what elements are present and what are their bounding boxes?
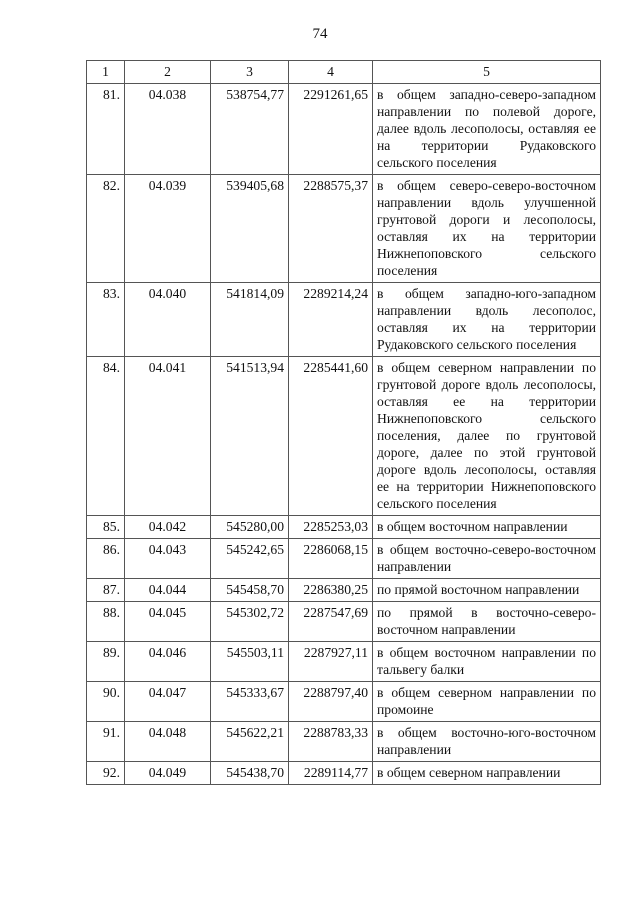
table-row [87,175,601,283]
table-row [87,357,601,516]
boundary-description: в общем восточном направлении [373,516,601,539]
point-code: 04.041 [125,357,211,516]
boundary-description: в общем северном направлении по промоине [373,682,601,722]
point-code: 04.039 [125,175,211,283]
point-code: 04.044 [125,579,211,602]
coordinate-x: 545622,21 [211,722,289,762]
table-row [87,722,601,762]
page-number: 74 [312,26,328,42]
coordinate-x: 541814,09 [211,283,289,357]
point-code: 04.049 [125,762,211,785]
coordinate-y: 2285253,03 [289,516,373,539]
coordinate-y: 2287927,11 [289,642,373,682]
coordinate-x: 545438,70 [211,762,289,785]
boundary-description: в общем северо-северо-восточном направлении вдоль улучшенной грунтовой дороги и лесополосы, оставляя их на территории Нижнепоповского сельского поселения [373,175,601,283]
table-row [87,516,601,539]
coordinate-y: 2286068,15 [289,539,373,579]
coordinate-y: 2288797,40 [289,682,373,722]
row-number: 84. [87,357,125,516]
row-number: 82. [87,175,125,283]
coordinate-x: 539405,68 [211,175,289,283]
table-row [87,84,601,175]
table-row [87,579,601,602]
row-number: 88. [87,602,125,642]
header-cell-1: 1 [87,61,125,84]
row-number: 91. [87,722,125,762]
coordinate-y: 2286380,25 [289,579,373,602]
coordinate-x: 545302,72 [211,602,289,642]
coordinate-y: 2287547,69 [289,602,373,642]
boundary-description: в общем северном направлении по грунтовой дороге вдоль лесополосы, оставляя ее на территории Нижнепоповского сельского поселения, далее по грунтовой дороге, далее по этой грунтовой дороге вдоль лесополосы, оставляя ее на территории Нижнепоповского сельского поселения [373,357,601,516]
row-number: 81. [87,84,125,175]
point-code: 04.043 [125,539,211,579]
point-code: 04.042 [125,516,211,539]
coordinate-x: 545242,65 [211,539,289,579]
header-cell-3: 3 [211,61,289,84]
point-code: 04.047 [125,682,211,722]
point-code: 04.048 [125,722,211,762]
coordinate-y: 2288783,33 [289,722,373,762]
table-row [87,642,601,682]
coordinate-x: 545458,70 [211,579,289,602]
point-code: 04.045 [125,602,211,642]
table-row [87,762,601,785]
coordinate-x: 545280,00 [211,516,289,539]
coordinate-y: 2291261,65 [289,84,373,175]
row-number: 86. [87,539,125,579]
point-code: 04.040 [125,283,211,357]
table-row [87,602,601,642]
coordinate-x: 545333,67 [211,682,289,722]
table-row [87,682,601,722]
boundary-description: в общем восточно-северо-восточном направлении [373,539,601,579]
table-row [87,539,601,579]
row-number: 90. [87,682,125,722]
boundary-description: в общем западно-северо-западном направлении по полевой дороге, далее вдоль лесополосы, оставляя ее на территории Рудаковского сельского поселения [373,84,601,175]
row-number: 92. [87,762,125,785]
point-code: 04.046 [125,642,211,682]
point-code: 04.038 [125,84,211,175]
table-row [87,283,601,357]
boundary-description: в общем западно-юго-западном направлении вдоль лесополос, оставляя их на территории Рудаковского сельского поселения [373,283,601,357]
coordinate-y: 2289214,24 [289,283,373,357]
coordinate-y: 2288575,37 [289,175,373,283]
boundary-description: в общем восточно-юго-восточном направлении [373,722,601,762]
header-cell-2: 2 [125,61,211,84]
boundary-points-table [86,60,601,785]
boundary-description: в общем северном направлении [373,762,601,785]
coordinate-x: 545503,11 [211,642,289,682]
header-cell-5: 5 [373,61,601,84]
boundary-description: в общем восточном направлении по тальвегу балки [373,642,601,682]
row-number: 85. [87,516,125,539]
row-number: 87. [87,579,125,602]
table-header-row [87,61,601,84]
coordinate-y: 2289114,77 [289,762,373,785]
row-number: 83. [87,283,125,357]
boundary-description: по прямой восточном направлении [373,579,601,602]
coordinate-y: 2285441,60 [289,357,373,516]
header-cell-4: 4 [289,61,373,84]
coordinate-x: 538754,77 [211,84,289,175]
row-number: 89. [87,642,125,682]
coordinate-x: 541513,94 [211,357,289,516]
boundary-description: по прямой в восточно-северо-восточном направлении [373,602,601,642]
